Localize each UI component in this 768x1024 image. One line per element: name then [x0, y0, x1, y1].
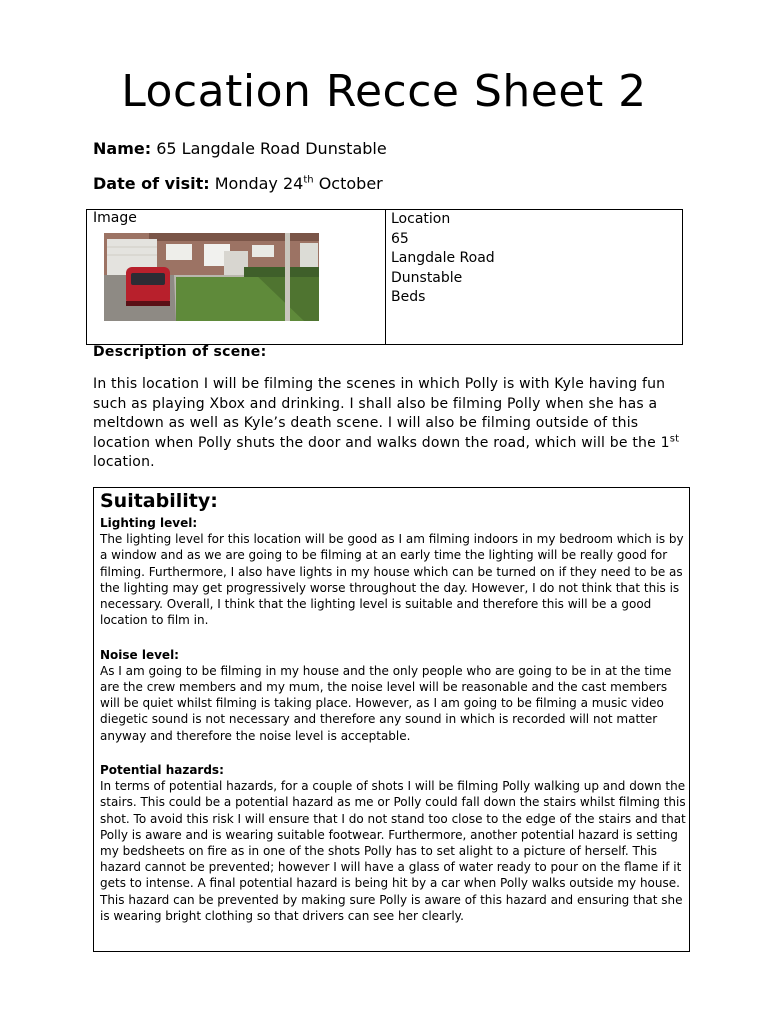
location-cell — [386, 210, 682, 344]
image-cell — [87, 210, 386, 344]
name-field — [93, 139, 387, 158]
date-of-visit-field — [93, 174, 383, 193]
date-suffix: th — [303, 174, 314, 186]
lighting-heading: Lighting level: — [100, 516, 198, 530]
location-line: 65 — [391, 230, 409, 247]
description-text — [93, 375, 693, 473]
location-line: Langdale Road — [391, 250, 495, 267]
location-info-table — [86, 209, 683, 345]
lighting-text: The lighting level for this location will be good as I am filming indoors in my bedroom which is by a window and as we are going to be filming at an early time the lighting will be really good for filming. Furthermore, I also have lights in my house which can be turned on if they need to be as the lighting may get progressively worse throughout the day. However, I do not think that this is necessary. Overall, I think that the lighting level is suitable and therefore this will be a good location to film in. — [100, 532, 684, 628]
description-suffix: st — [669, 433, 680, 445]
page-title: Location Recce Sheet 2 — [121, 66, 647, 117]
name-value: 65 Langdale Road Dunstable — [156, 139, 387, 158]
hazards-heading: Potential hazards: — [100, 763, 224, 778]
suitability-title: Suitability: — [100, 490, 218, 512]
suitability-box — [93, 487, 690, 952]
hazards-text: In terms of potential hazards, for a couple of shots I will be filming Polly walking up and down the stairs. This could be a potential hazard as me or Polly could fall down the stairs whilst filming this shot. To avoid this risk I will ensure that I do not stand too close to the edge of the stairs and that Polly is aware and is wearing suitable footwear. Furthermore, another potential hazard is setting my bedsheets on fire as in one of the shots Polly has to set alight to a picture of herself. This hazard cannot be prevented; however I will have a glass of water ready to pour on the flame if it gets to intense. A final potential hazard is being hit by a car when Polly walks outside my house. This hazard can be prevented by making sure Polly is aware of this hazard and ensuring that she is wearing bright clothing so that drivers can see her clearly. — [100, 779, 686, 923]
name-label: Name: — [93, 139, 152, 158]
section-spacer — [100, 628, 683, 644]
location-label: Location — [391, 211, 451, 227]
date-label: Date of visit: — [93, 174, 210, 193]
section-spacer — [100, 744, 683, 760]
noise-text: As I am going to be filming in my house and the only people who are going to be in at the time are the crew members and my mum, the noise level will be reasonable and the cast members will be quiet whilst filming is taking place. However, as I am going to be filming a music video diegetic sound is not necessary and therefore any sound in which is recorded will not matter anyway and therefore the noise level is acceptable. — [100, 663, 672, 743]
noise-heading: Noise level: — [100, 647, 179, 662]
date-day: Monday 24 — [214, 174, 304, 193]
location-photo — [104, 233, 319, 321]
location-line: Dunstable — [391, 269, 463, 286]
location-lines — [391, 210, 495, 308]
location-line: Beds — [391, 289, 426, 306]
date-month: October — [318, 174, 383, 193]
description-end: location. — [93, 454, 155, 471]
description-heading: Description of scene: — [93, 344, 267, 360]
description-main: In this location I will be filming the scenes in which Polly is with Kyle having fun such as playing Xbox and drinking. I shall also be filming Polly when she has a meltdown as well as Kyle’s death scene. I will also be filming outside of this location when Polly shuts the door and walks down the road, which will be the 1 — [93, 376, 670, 451]
image-label: Image — [93, 210, 137, 226]
